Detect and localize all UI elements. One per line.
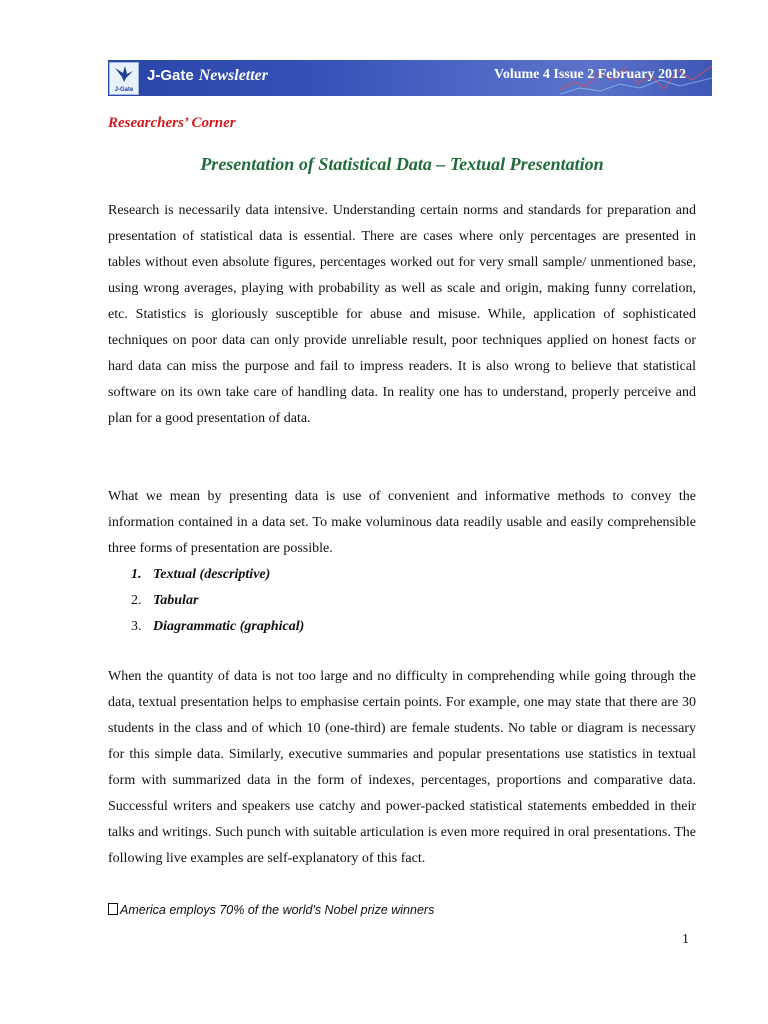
list-item [131,614,304,640]
section-label: Researchers’ Corner [108,115,236,131]
newsletter-brand [147,67,268,85]
example-bullet [108,903,434,917]
list-number: 3. [131,619,142,634]
j-gate-logo [109,62,139,95]
article-title: Presentation of Statistical Data – Textual Presentation [200,154,604,174]
paragraph-presentation: What we mean by presenting data is use of convenient and informative methods to convey the information contained in a data set. To make voluminous data readily usable and easily comprehensible three forms of presentation are possible. [108,489,696,556]
brand-name: J-Gate [147,67,194,84]
list-item [131,562,304,588]
presentation-forms-list [131,562,304,640]
list-item [131,588,304,614]
example-text: America employs 70% of the world's Nobel prize winners [120,903,435,917]
paragraph-textual: When the quantity of data is not too large and no difficulty in comprehending while going through the data, textual presentation helps to emphasise certain points. For example, one may state that there are 30 students in the class and of which 10 (one-third) are female students. No table or diagram is necessary for this simple data. Similarly, executive summaries and popular presentations use statistics in textual form with summarized data in the form of indexes, percentages, proportions and comparative data. Successful writers and speakers use catchy and power-packed statistical statements embedded in their talks and writings. Such punch with suitable articulation is even more required in oral presentations. The following live examples are self-explanatory of this fact. [108,669,696,866]
checkbox-glyph-icon [108,903,118,915]
logo-text: J-Gate [114,87,134,93]
paragraph-intro: Research is necessarily data intensive. Understanding certain norms and standards for preparation and presentation of statistical data is essential. There are cases where only percentages are presented in tables without even absolute figures, percentages worked out for very small sample/ unmentioned base, using wrong averages, playing with probability as well as scale and origin, making funny correlation, etc. Statistics is gloriously susceptible for abuse and misuse. While, application of sophisticated techniques on poor data can only provide unreliable result, poor techniques applied on honest facts or hard data can miss the purpose and fail to impress readers. It is also wrong to believe that statistical software on its own take care of handling data. In reality one has to understand, properly perceive and plan for a good presentation of data. [108,203,696,426]
list-label: Tabular [153,593,199,608]
page-number: 1 [682,932,689,947]
list-label: Diagrammatic (graphical) [153,619,305,634]
list-number: 2. [131,593,142,608]
bird-icon [113,65,135,83]
list-label: Textual (descriptive) [153,567,271,582]
brand-suffix: Newsletter [198,67,269,84]
newsletter-banner [108,60,712,96]
list-number: 1. [131,567,142,582]
issue-info: Volume 4 Issue 2 February 2012 [494,67,686,82]
